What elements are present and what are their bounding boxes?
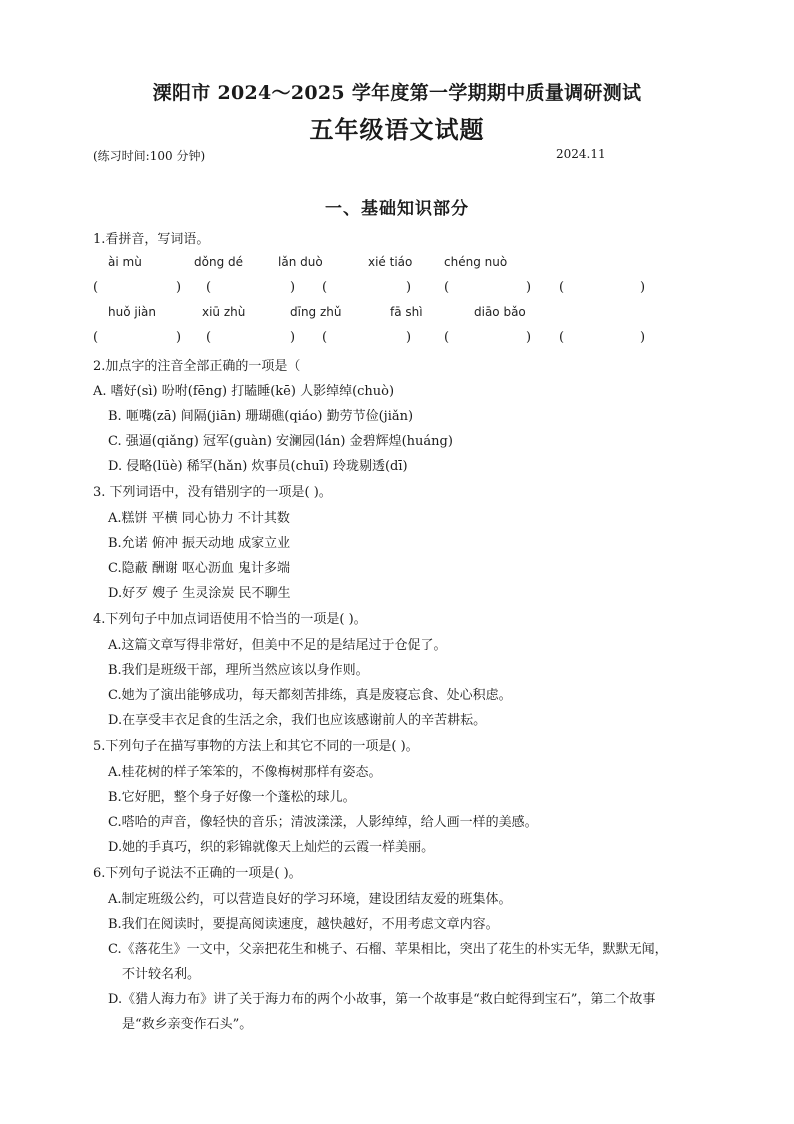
q2-option-a: A. 嗜好(sì) 吩咐(fēng) 打瞌睡(kē) 人影绰绰(chuò) bbox=[93, 384, 395, 399]
q1-pinyin-10: diāo bǎo bbox=[474, 305, 526, 319]
q1-blank-6-open: ( bbox=[93, 330, 99, 345]
q1-pinyin-2: dǒng dé bbox=[194, 255, 243, 269]
q1-blank-10-open: ( bbox=[559, 330, 565, 345]
q1-blank-1-close: ) bbox=[176, 280, 182, 295]
q3-option-b: B.允诺 俯冲 振天动地 成家立业 bbox=[108, 536, 291, 551]
q6-option-c-line1: C.《落花生》一文中，父亲把花生和桃子、石榴、苹果相比，突出了花生的朴实无华，默默无闻， bbox=[108, 942, 668, 957]
q6-option-d-line2: 是“救乡亲变作石头”。 bbox=[122, 1017, 253, 1032]
q1-blank-9-close: ) bbox=[526, 330, 532, 345]
q5-option-c: C.嗒哈的声音，像轻快的音乐；清波漾漾，人影绰绰，给人画一样的美感。 bbox=[108, 815, 538, 830]
q2-option-c: C. 强逼(qiǎng) 冠军(guàn) 安澜园(lán) 金碧辉煌(huáng) bbox=[108, 434, 453, 449]
q1-blank-1-open: ( bbox=[93, 280, 99, 295]
q3-option-a: A.糕饼 平横 同心协力 不计其数 bbox=[108, 511, 290, 526]
q1-blank-6-close: ) bbox=[176, 330, 182, 345]
q6-option-d-line1: D.《猎人海力布》讲了关于海力布的两个小故事，第一个故事是“救白蛇得到宝石”，第二个故事 bbox=[108, 992, 656, 1007]
q1-pinyin-9: fā shì bbox=[390, 305, 423, 319]
q1-pinyin-4: xié tiáo bbox=[368, 255, 413, 269]
q1-pinyin-6: huǒ jiàn bbox=[108, 305, 156, 319]
q3-option-c: C.隐蔽 酬谢 呕心沥血 鬼计多端 bbox=[108, 561, 291, 576]
time-note: (练习时间:100 分钟) bbox=[93, 149, 206, 163]
q5-option-a: A.桂花树的样子笨笨的，不像梅树那样有姿态。 bbox=[108, 765, 382, 780]
q1-pinyin-7: xiū zhù bbox=[202, 305, 246, 319]
q5-stem: 5.下列句子在描写事物的方法上和其它不同的一项是( )。 bbox=[93, 739, 419, 754]
q1-blank-8-open: ( bbox=[322, 330, 328, 345]
q1-blank-4-open: ( bbox=[444, 280, 450, 295]
q1-blank-9-open: ( bbox=[444, 330, 450, 345]
q4-option-c: C.她为了演出能够成功，每天都刻苦排练，真是废寝忘食、处心积虑。 bbox=[108, 688, 512, 703]
q6-option-b: B.我们在阅读时，要提高阅读速度，越快越好，不用考虑文章内容。 bbox=[108, 917, 499, 932]
q1-stem: 1.看拼音，写词语。 bbox=[93, 232, 210, 247]
q1-blank-2-open: ( bbox=[206, 280, 212, 295]
q1-blank-2-close: ) bbox=[290, 280, 296, 295]
exam-date: 2024.11 bbox=[556, 147, 606, 161]
q4-option-d: D.在享受丰衣足食的生活之余，我们也应该感谢前人的辛苦耕耘。 bbox=[108, 713, 487, 728]
q4-stem: 4.下列句子中加点词语使用不恰当的一项是( )。 bbox=[93, 612, 367, 627]
section-title: 一、基础知识部分 bbox=[325, 199, 469, 219]
q4-option-b: B.我们是班级干部，理所当然应该以身作则。 bbox=[108, 663, 369, 678]
q1-blank-5-open: ( bbox=[559, 280, 565, 295]
q5-option-b: B.它好肥，整个身子好像一个蓬松的球儿。 bbox=[108, 790, 356, 805]
q3-option-d: D.好歹 嫂子 生灵涂炭 民不聊生 bbox=[108, 586, 291, 601]
q1-pinyin-5: chéng nuò bbox=[444, 255, 508, 269]
q3-stem: 3. 下列词语中，没有错别字的一项是( )。 bbox=[93, 485, 332, 500]
q6-option-a: A.制定班级公约，可以营造良好的学习环境，建设团结友爱的班集体。 bbox=[108, 892, 512, 907]
exam-subtitle: 五年级语文试题 bbox=[309, 115, 485, 144]
q1-blank-10-close: ) bbox=[640, 330, 646, 345]
q1-blank-3-open: ( bbox=[322, 280, 328, 295]
q6-option-c-line2: 不计较名利。 bbox=[122, 967, 201, 982]
q2-stem: 2.加点字的注音全部正确的一项是（ bbox=[93, 359, 301, 374]
q1-pinyin-1: ài mù bbox=[108, 255, 142, 269]
q1-blank-8-close: ) bbox=[406, 330, 412, 345]
q2-option-b: B. 咂嘴(zā) 间隔(jiān) 珊瑚礁(qiáo) 勤劳节俭(jiǎn) bbox=[108, 409, 414, 424]
q5-option-d: D.她的手真巧，织的彩锦就像天上灿烂的云霞一样美丽。 bbox=[108, 840, 435, 855]
q1-blank-5-close: ) bbox=[640, 280, 646, 295]
q1-blank-7-close: ) bbox=[290, 330, 296, 345]
exam-title: 溧阳市 2024～2025 学年度第一学期期中质量调研测试 bbox=[152, 82, 642, 104]
q1-blank-7-open: ( bbox=[206, 330, 212, 345]
q1-blank-3-close: ) bbox=[406, 280, 412, 295]
q2-option-d: D. 侵略(lüè) 稀罕(hǎn) 炊事员(chuī) 玲珑剔透(dī) bbox=[108, 459, 408, 474]
q1-pinyin-8: dīng zhǔ bbox=[290, 305, 342, 319]
q1-pinyin-3: lǎn duò bbox=[278, 255, 323, 269]
q1-blank-4-close: ) bbox=[526, 280, 532, 295]
q6-stem: 6.下列句子说法不正确的一项是( )。 bbox=[93, 866, 302, 881]
q4-option-a: A.这篇文章写得非常好，但美中不足的是结尾过于仓促了。 bbox=[108, 638, 447, 653]
